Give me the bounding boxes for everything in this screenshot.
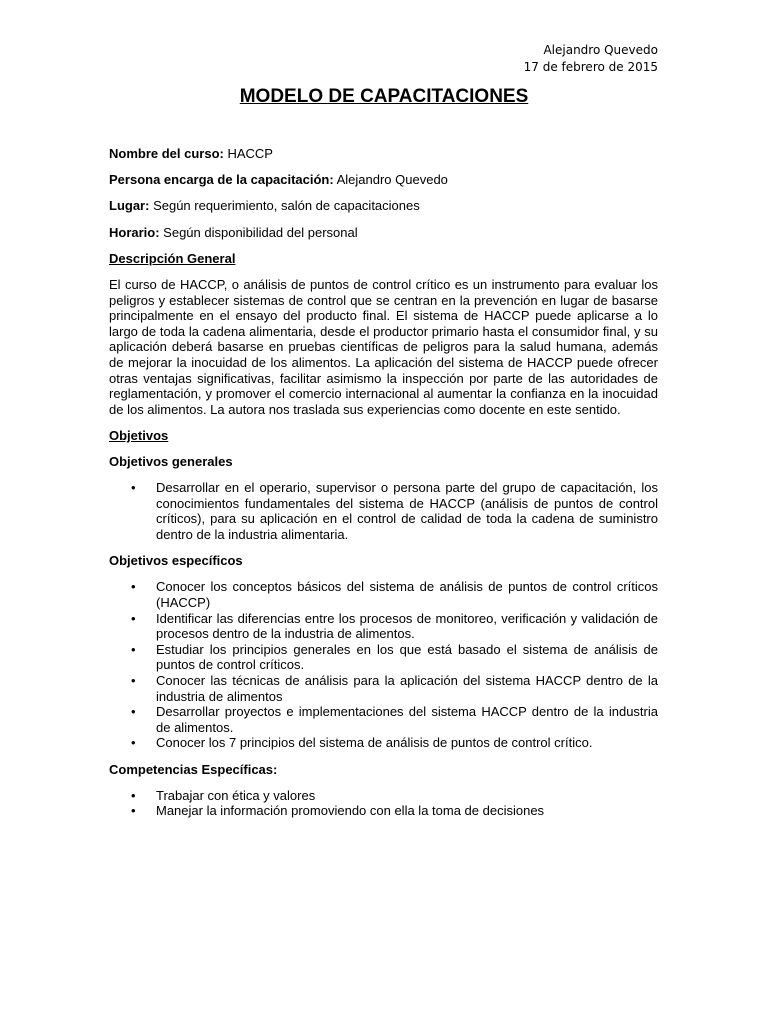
list-item [109, 788, 658, 804]
field-schedule-value: Según disponibilidad del personal [159, 224, 358, 240]
general-objectives-heading: Objetivos generales [109, 454, 233, 470]
field-place [109, 198, 658, 214]
bullet-icon: • [131, 610, 136, 626]
author-name: Alejandro Quevedo [543, 43, 658, 57]
competencies-list [109, 788, 658, 819]
document-header [524, 42, 658, 76]
list-item [109, 735, 658, 751]
field-person-label: Persona encarga de la capacitación: [109, 172, 334, 188]
competencies-heading: Competencias Específicas: [109, 761, 278, 777]
field-course-value: HACCP [223, 146, 273, 161]
page-title-text: MODELO DE CAPACITACIONES [239, 86, 529, 107]
page-title [0, 86, 768, 108]
list-item-text: Conocer los conceptos básicos del sistema de análisis de puntos de control críticos (HACCP) [156, 579, 658, 610]
field-course [109, 146, 658, 162]
list-item-text: Conocer los 7 principios del sistema de análisis de puntos de control crítico. [156, 735, 593, 751]
field-course-label: Nombre del curso: [109, 146, 224, 161]
bullet-icon: • [131, 672, 136, 688]
bullet-icon: • [131, 641, 136, 657]
field-place-label: Lugar: [109, 198, 150, 214]
list-item-text: Conocer las técnicas de análisis para la aplicación del sistema HACCP dentro de la industria de alimentos [156, 672, 658, 704]
list-item [109, 673, 658, 704]
field-person [109, 172, 658, 188]
list-item-text: Trabajar con ética y valores [156, 787, 316, 803]
field-schedule-label: Horario: [109, 224, 160, 240]
bullet-icon: • [131, 735, 136, 751]
field-person-value: Alejandro Quevedo [333, 172, 448, 188]
list-item-text: Manejar la información promoviendo con ella la toma de decisiones [156, 803, 545, 819]
description-paragraph: El curso de HACCP, o análisis de puntos de control crítico es un instrumento para evaluar los peligros y establecer sistemas de control que se centran en la prevención en lugar de basarse principalmente en el ensayo del producto final. El sistema de HACCP puede aplicarse a lo largo de toda la cadena alimentaria, desde el productor primario hasta el consumidor final, y su aplicación deberá basarse en pruebas científicas de peligros para la salud humana, además de mejorar la inocuidad de los alimentos. La aplicación del sistema de HACCP puede ofrecer otras ventajas significativas, facilitar asimismo la inspección por parte de las autoridades de reglamentación, y promover el comercio internacional al aumentar la confianza en la inocuidad de los alimentos. La autora nos traslada sus experiencias como docente en este sentido. [109, 276, 658, 417]
list-item [109, 579, 658, 610]
list-item-text: Estudiar los principios generales en los que está basado el sistema de análisis de puntos de control críticos. [156, 641, 658, 673]
list-item [109, 803, 658, 819]
document-date: 17 de febrero de 2015 [523, 60, 658, 74]
field-schedule [109, 225, 658, 241]
objectives-heading: Objetivos [109, 427, 169, 443]
bullet-icon: • [131, 480, 136, 496]
bullet-icon: • [131, 803, 136, 819]
list-item-text: Desarrollar en el operario, supervisor o persona parte del grupo de capacitación, los conocimientos fundamentales del sistema de HACCP (análisis de puntos de control críticos), para su aplicación en el control de calidad de toda la cadena de suministro dentro de la industria alimentaria. [156, 480, 658, 543]
bullet-icon: • [131, 787, 136, 803]
bullet-icon: • [131, 579, 136, 595]
list-item [109, 480, 658, 542]
list-item [109, 704, 658, 735]
field-place-value: Según requerimiento, salón de capacitaciones [149, 198, 420, 214]
specific-objectives-heading: Objetivos específicos [109, 553, 243, 569]
list-item-text: Identificar las diferencias entre los procesos de monitoreo, verificación y validación de procesos dentro de la industria de alimentos. [156, 610, 658, 642]
list-item-text: Desarrollar proyectos e implementaciones del sistema HACCP dentro de la industria de alimentos. [156, 704, 658, 735]
description-heading: Descripción General [109, 250, 236, 266]
general-objectives-list [109, 480, 658, 542]
document-body [109, 146, 658, 830]
list-item [109, 611, 658, 642]
specific-objectives-list [109, 579, 658, 751]
list-item [109, 642, 658, 673]
bullet-icon: • [131, 704, 136, 720]
